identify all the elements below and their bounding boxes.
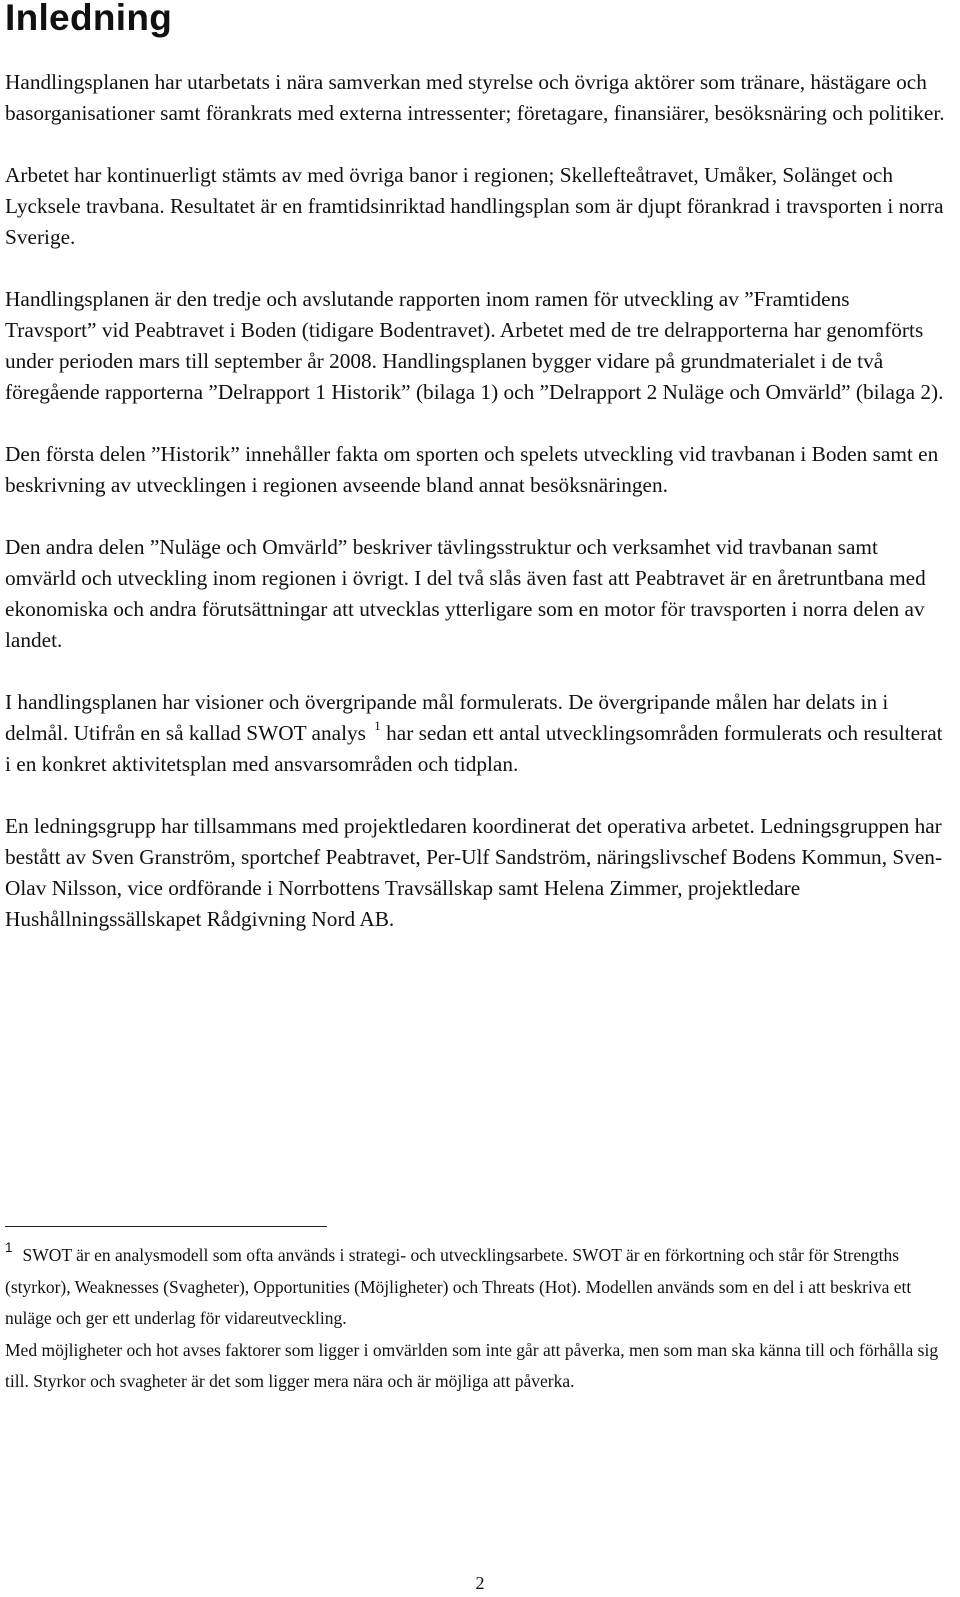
footnote-continuation: Med möjligheter och hot avses faktorer som ligger i omvärlden som inte går att påverka, men som man ska känna till och förhålla sig till. Styrkor och svagheter är det som ligger mera nära och är möjliga att påverka. <box>5 1339 939 1391</box>
swot-text-after: har sedan ett antal utvecklingsområden formulerats och resulterat i en konkret aktivitetsplan med ansvarsområden och tidplan. <box>5 721 943 776</box>
paragraph-intro: Handlingsplanen har utarbetats i nära samverkan med styrelse och övriga aktörer som tränare, hästägare och basorganisationer samt förankrats med externa intressenter; företagare, finansiärer, besöksnäring och politiker. <box>5 70 945 125</box>
body-text <box>5 67 945 966</box>
paragraph-regional-tracks: Arbetet har kontinuerligt stämts av med övriga banor i regionen; Skellefteåtravet, Umåker, Solänget och Lycksele travbana. Resultatet är en framtidsinriktad handlingsplan som är djupt förankrad i travsporten i norra Sverige. <box>5 163 944 249</box>
footnote-reference: 1 <box>374 718 381 733</box>
paragraph-nulage: Den andra delen ”Nuläge och Omvärld” beskriver tävlingsstruktur och verksamhet vid travbanan samt omvärld och utveckling inom regionen i övrigt. I del två slås även fast att Peabtravet är en åretruntbana med ekonomiska och andra förutsättningar att utvecklas ytterligare som en motor för travsporten i norra delen av landet. <box>5 535 926 652</box>
footnote-mark: 1 <box>5 1240 13 1255</box>
footnote-swot <box>5 1240 945 1335</box>
paragraph-management-group: En ledningsgrupp har tillsammans med projektledaren koordinerat det operativa arbetet. Ledningsgruppen har bestått av Sven Granström, sportchef Peabtravet, Per-Ulf Sandström, näringslivschef Bodens Kommun, Sven-Olav Nilsson, vice ordförande i Norrbottens Travsällskap samt Helena Zimmer, projektledare Hushållningssällskapet Rådgivning Nord AB. <box>5 814 943 931</box>
paragraph-swot <box>5 687 945 780</box>
footnote-text: SWOT är en analysmodell som ofta används i strategi- och utvecklingsarbete. SWOT är en förkortning och står för Strengths (styrkor), Weaknesses (Svagheter), Opportunities (Möjligheter) och Threats (Hot). Modellen används som en del i att beskriva ett nuläge och ger ett underlag för vidareutveckling. <box>5 1245 912 1328</box>
page-heading: Inledning <box>5 0 173 38</box>
paragraph-historik: Den första delen ”Historik” innehåller fakta om sporten och spelets utveckling vid travbanan i Boden samt en beskrivning av utvecklingen i regionen avseende bland annat besöksnäringen. <box>5 442 939 497</box>
footnote-section <box>5 1240 945 1398</box>
swot-text-before: I handlingsplanen har visioner och övergripande mål formulerats. De övergripande målen har delats in i delmål. Utifrån en så kallad SWOT analys <box>5 690 889 745</box>
page-number: 2 <box>475 1573 485 1593</box>
paragraph-third-report: Handlingsplanen är den tredje och avslutande rapporten inom ramen för utveckling av ”Framtidens Travsport” vid Peabtravet i Boden (tidigare Bodentravet). Arbetet med de tre delrapporterna har genomförts under perioden mars till september år 2008. Handlingsplanen bygger vidare på grundmaterialet i de två föregående rapporterna ”Delrapport 1 Historik” (bilaga 1) och ”Delrapport 2 Nuläge och Omvärld” (bilaga 2). <box>5 287 944 404</box>
footnote-separator <box>5 1226 327 1227</box>
